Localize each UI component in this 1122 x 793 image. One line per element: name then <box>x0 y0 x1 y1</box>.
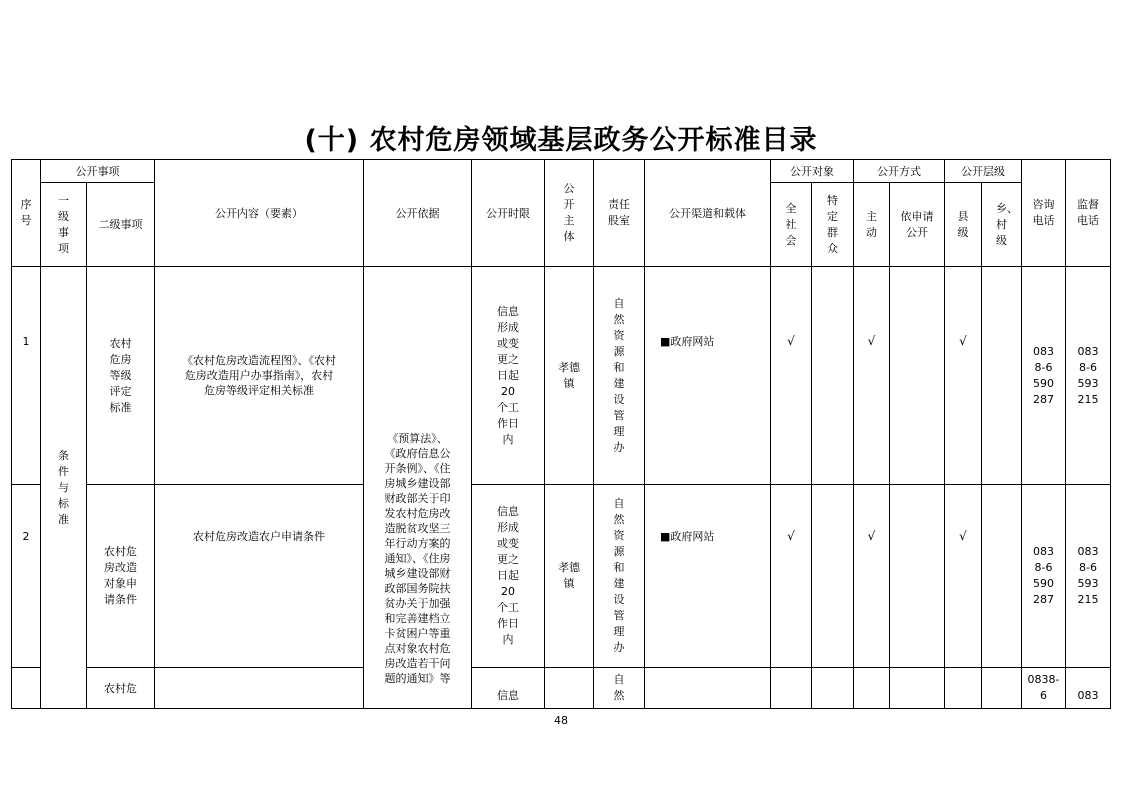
table-row <box>12 267 1111 485</box>
dept-cell: 自然 <box>594 668 645 709</box>
level2-item: 农村危房等级评定标准 <box>87 267 155 485</box>
row-number: 2 <box>12 485 41 668</box>
header-seq: 序号 <box>12 160 41 267</box>
consult-phone-cell: 0838-6590287 <box>1022 485 1066 668</box>
page-number: 48 <box>554 714 568 727</box>
header-item-group: 公开事项 <box>41 160 155 183</box>
header-basis: 公开依据 <box>364 160 472 267</box>
tick-target-all: √ <box>771 485 812 668</box>
header-target-specific: 特定群众 <box>812 183 854 267</box>
supervise-phone-cell: 083 <box>1066 668 1111 709</box>
supervise-phone-cell: 0838-6593215 <box>1066 267 1111 485</box>
table-row <box>12 668 1111 709</box>
level2-item: 农村危 <box>87 668 155 709</box>
time-limit-cell: 信息 <box>472 668 545 709</box>
empty-mode-request <box>890 485 945 668</box>
content-cell: 农村危房改造农户申请条件 <box>155 485 364 668</box>
consult-phone-cell: 0838-6 <box>1022 668 1066 709</box>
empty-level-township <box>982 668 1022 709</box>
basis-cell: 《预算法》、《政府信息公开条例》、《住房城乡建设部财政部关于印发农村危房改造脱贫攻坚三年行动方案的通知》、《住房城乡建设部财政部国务院扶贫办关于加强和完善建档立卡贫困户等重点对象农村危房改造若干问题的通知》等 <box>364 267 472 709</box>
empty-mode-request <box>890 267 945 485</box>
header-mode-active: 主动 <box>854 183 890 267</box>
dept-cell: 自然资源和建设管理办 <box>594 267 645 485</box>
tick-level-county: √ <box>945 485 982 668</box>
channel-cell <box>645 668 771 709</box>
time-limit-cell: 信息形成或变更之日起20个工作日内 <box>472 485 545 668</box>
tick-mode-active: √ <box>854 267 890 485</box>
header-row-1 <box>12 160 1111 183</box>
header-supervise-phone: 监督电话 <box>1066 160 1111 267</box>
header-target-all: 全社会 <box>771 183 812 267</box>
header-dept: 责任股室 <box>594 160 645 267</box>
header-content: 公开内容（要素） <box>155 160 364 267</box>
catalog-table <box>11 159 1111 709</box>
content-cell <box>155 668 364 709</box>
header-subject: 公开主体 <box>545 160 594 267</box>
header-level1: 一级事项 <box>41 183 87 267</box>
empty-target-specific <box>812 267 854 485</box>
header-consult-phone: 咨询电话 <box>1022 160 1066 267</box>
tick-level-county: √ <box>945 267 982 485</box>
header-level2: 二级事项 <box>87 183 155 267</box>
header-level-group: 公开层级 <box>945 160 1022 183</box>
content-cell: 《农村危房改造流程图》、《农村危房改造用户办事指南》，农村危房等级评定相关标准 <box>155 267 364 485</box>
time-limit-cell: 信息形成或变更之日起20个工作日内 <box>472 267 545 485</box>
header-mode-request: 依申请公开 <box>890 183 945 267</box>
supervise-phone-cell: 0838-6593215 <box>1066 485 1111 668</box>
dept-cell: 自然资源和建设管理办 <box>594 485 645 668</box>
header-time-limit: 公开时限 <box>472 160 545 267</box>
empty-level-township <box>982 267 1022 485</box>
subject-cell: 孝德镇 <box>545 267 594 485</box>
empty-target-specific <box>812 668 854 709</box>
header-level-county: 县级 <box>945 183 982 267</box>
consult-phone-cell: 0838-6590287 <box>1022 267 1066 485</box>
tick-mode-active: √ <box>854 485 890 668</box>
header-target-group: 公开对象 <box>771 160 854 183</box>
subject-cell: 孝德镇 <box>545 485 594 668</box>
page-title: (十) 农村危房领域基层政务公开标准目录 <box>304 125 818 156</box>
subject-cell <box>545 668 594 709</box>
table-row <box>12 485 1111 668</box>
empty-target-all <box>771 668 812 709</box>
empty-mode-request <box>890 668 945 709</box>
empty-level-county <box>945 668 982 709</box>
channel-cell: ■政府网站 <box>645 485 771 668</box>
header-mode-group: 公开方式 <box>854 160 945 183</box>
tick-target-all: √ <box>771 267 812 485</box>
level1-item: 条件与标准 <box>41 267 87 709</box>
empty-level-township <box>982 485 1022 668</box>
row-number: 1 <box>12 267 41 485</box>
row-number <box>12 668 41 709</box>
header-channel: 公开渠道和载体 <box>645 160 771 267</box>
channel-cell: ■政府网站 <box>645 267 771 485</box>
level2-item: 农村危房改造对象申请条件 <box>87 485 155 668</box>
empty-target-specific <box>812 485 854 668</box>
empty-mode-active <box>854 668 890 709</box>
header-level-township: 乡、村级 <box>982 183 1022 267</box>
